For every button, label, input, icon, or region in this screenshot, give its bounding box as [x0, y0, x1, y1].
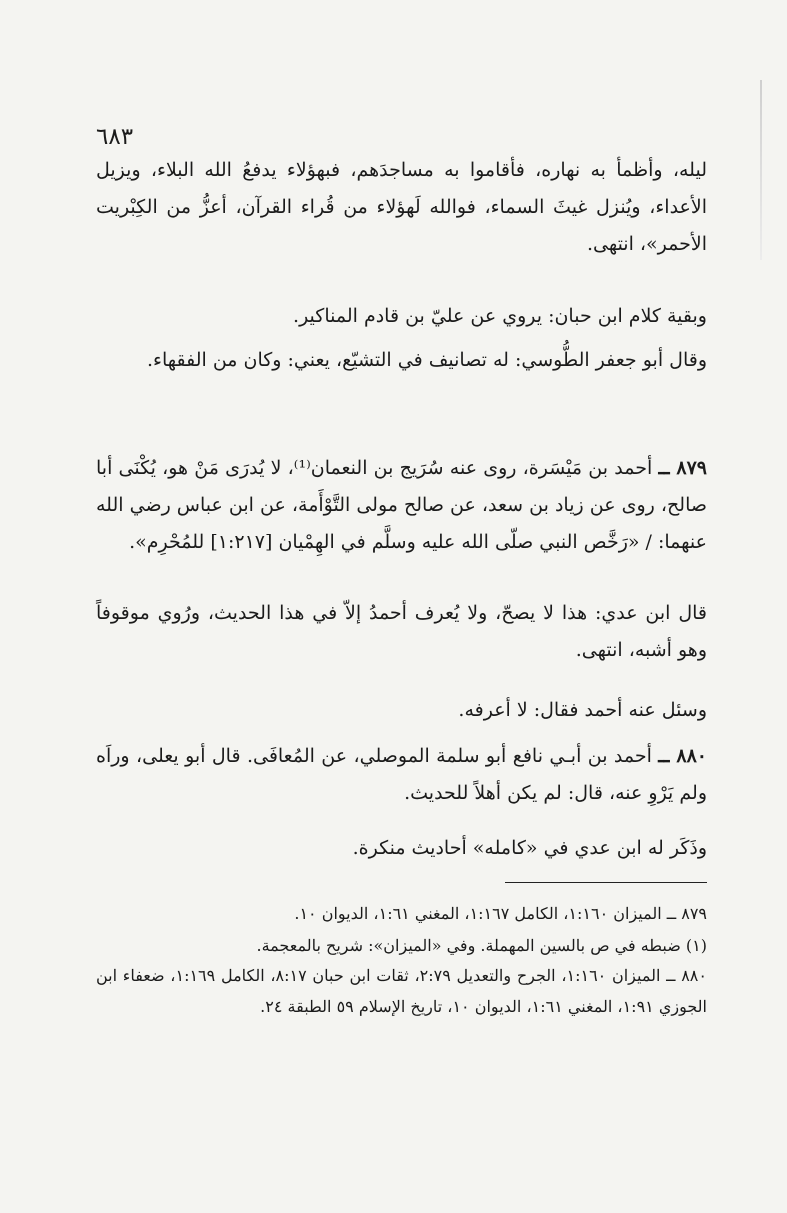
page-number: ٦٨٣	[96, 124, 134, 150]
entry-879-text: أحمد بن مَيْسَرة، روى عنه سُرَيج بن النعمان⁽¹⁾، لا يُدرَى مَنْ هو، يُكْنَى أبا صالح، روى عن زياد بن سعد، عن صالح مولى التَّوْأَمة، عن ابن عباس رضي الله عنهما: / «رَخَّص النبي صلّى الله عليه وسلَّم في الهِمْيان [١:٢١٧] للمُحْرِم».	[96, 457, 707, 553]
footnote-879: ٨٧٩ ــ الميزان ١:١٦٠، الكامل ١:١٦٧، المغني ١:٦١، الديوان ١٠.	[294, 904, 707, 923]
entry-879-number: ٨٧٩ ــ	[658, 457, 707, 479]
paragraph-tusi: وقال أبو جعفر الطُّوسي: له تصانيف في التشيّع، يعني: وكان من الفقهاء.	[146, 349, 707, 371]
paragraph-continuation: ليله، وأظمأ به نهاره، فأقاموا به مساجدَهم، فبهؤلاء يدفعُ الله البلاء، ويزيل الأعداء، ويُنزل غيثَ السماء، فوالله لَهؤلاء من قُراء القرآن، أعزُّ من الكِبْريت الأحمر»، انتهى.	[96, 159, 707, 255]
footnote-1: (١) ضبطه في ص بالسين المهملة. وفي «الميزان»: شريح بالمعجمة.	[256, 936, 707, 955]
paragraph-ibn-adi: قال ابن عدي: هذا لا يصحّ، ولا يُعرف أحمدُ إلاّ في هذا الحديث، ورُوي موقوفاً وهو أشبه، انتهى.	[96, 602, 707, 661]
entry-880-text: أحمد بن أبـي نافع أبو سلمة الموصلي، عن المُعافَى. قال أبو يعلى، وراَه ولم يَرْوِ عنه، قال: لم يكن أهلاً للحديث.	[96, 745, 707, 804]
scan-artifact	[760, 80, 762, 260]
paragraph-ibn-hibban: وبقية كلام ابن حبان: يروي عن عليّ بن قادم المناكير.	[293, 305, 707, 327]
footnote-separator	[505, 882, 707, 883]
paragraph-kamil: وذَكَر له ابن عدي في «كامله» أحاديث منكرة.	[352, 837, 707, 859]
entry-880	[96, 738, 707, 812]
footnote-880: ٨٨٠ ــ الميزان ١:١٦٠، الجرح والتعديل ٢:٧٩، ثقات ابن حبان ٨:١٧، الكامل ١:١٦٩، ضعفاء ابن الجوزي ١:٩١، المغني ١:٦١، الديوان ١٠، تاريخ الإسلام ٥٩ الطبقة ٢٤.	[96, 966, 707, 1016]
entry-879	[96, 450, 707, 561]
entry-880-number: ٨٨٠ ــ	[658, 745, 708, 767]
paragraph-ahmad-question: وسئل عنه أحمد فقال: لا أعرفه.	[458, 699, 707, 721]
